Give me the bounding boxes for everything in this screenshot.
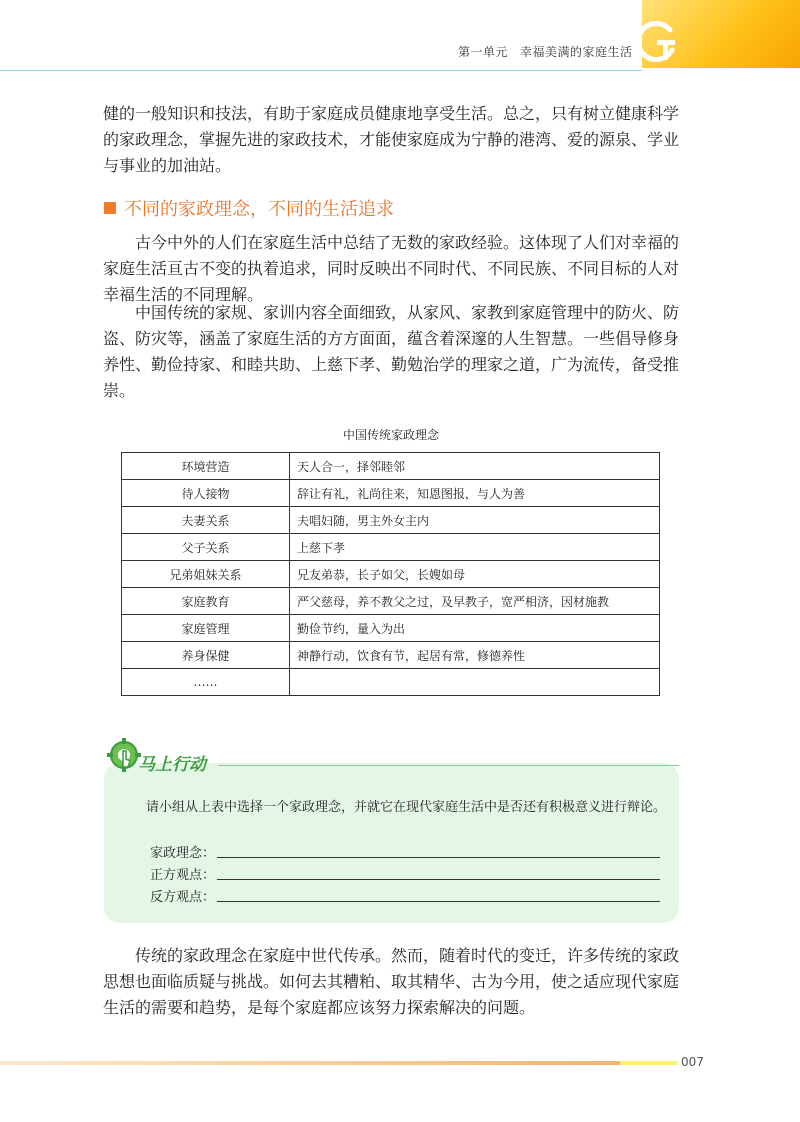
aspect-cell: 养身保健 <box>122 642 290 669</box>
fill-row-con <box>150 886 660 905</box>
section-title: 不同的家政理念，不同的生活追求 <box>124 199 394 220</box>
concept-cell: 夫唱妇随，男主外女主内 <box>290 507 660 534</box>
aspect-cell: 夫妻关系 <box>122 507 290 534</box>
running-header <box>458 43 638 60</box>
aspect-cell: 兄弟姐妹关系 <box>122 561 290 588</box>
concept-blank[interactable] <box>217 857 660 858</box>
footer-bar <box>0 1061 620 1065</box>
table-row <box>122 453 660 480</box>
concept-cell: 辞让有礼，礼尚往来，知恩图报，与人为善 <box>290 480 660 507</box>
footer-bar-accent <box>620 1061 678 1065</box>
tradition-table <box>121 452 660 696</box>
fill-label: 家政理念： <box>150 846 216 861</box>
header-unit: 第一单元 <box>458 45 509 59</box>
closing-paragraph: 传统的家政理念在家庭中世代传承。然而，随着时代的变迁，许多传统的家政思想也面临质疑与挑战。如何去其糟粕、取其精华、古为今用，使之适应现代家庭生活的需要和趋势，是每个家庭都应该努力探索解决的问题。 <box>103 946 680 1017</box>
concept-cell <box>290 669 660 696</box>
aspect-cell: 待人接物 <box>122 480 290 507</box>
action-prompt: 请小组从上表中选择一个家政理念，并就它在现代家庭生活中是否还有积极意义进行辩论。 <box>146 800 667 815</box>
concept-cell: 神静行动，饮食有节，起居有常，修德养性 <box>290 642 660 669</box>
concept-cell: 兄友弟恭，长子如父，长嫂如母 <box>290 561 660 588</box>
table-row <box>122 615 660 642</box>
fill-row-concept <box>150 842 660 861</box>
table-row <box>122 561 660 588</box>
aspect-cell: 家庭教育 <box>122 588 290 615</box>
intro-paragraph: 健的一般知识和技法，有助于家庭成员健康地享受生活。总之，只有树立健康科学的家政理念，掌握先进的家政技术，才能使家庭成为宁静的港湾、爱的源泉、学业与事业的加油站。 <box>103 104 680 175</box>
header-rule <box>0 70 642 71</box>
square-bullet-icon <box>104 202 116 214</box>
fill-row-pro <box>150 864 660 883</box>
table-row <box>122 480 660 507</box>
concept-cell: 严父慈母，养不教父之过，及早教子，宽严相济，因材施教 <box>290 588 660 615</box>
concept-cell: 天人合一，择邻睦邻 <box>290 453 660 480</box>
table-row <box>122 534 660 561</box>
action-title-line <box>218 765 679 766</box>
chapter-logo-icon <box>630 16 682 68</box>
fill-label: 正方观点： <box>150 868 216 883</box>
table-row <box>122 588 660 615</box>
aspect-cell: 父子关系 <box>122 534 290 561</box>
con-blank[interactable] <box>217 901 660 902</box>
section-heading <box>104 195 394 221</box>
table-row <box>122 642 660 669</box>
aspect-cell: 环境营造 <box>122 453 290 480</box>
aspect-cell: 家庭管理 <box>122 615 290 642</box>
gear-hand-icon <box>106 737 142 777</box>
header-title: 幸福美满的家庭生活 <box>520 45 633 59</box>
body-paragraph-2: 中国传统的家规、家训内容全面细致，从家风、家教到家庭管理中的防火、防盗、防灾等，涵盖了家庭生活的方方面面，蕴含着深邃的人生智慧。一些倡导修身养性、勤俭持家、和睦共助、上慈下孝、勤勉治学的理家之道，广为流传，备受推崇。 <box>103 303 680 400</box>
action-title: 马上行动 <box>138 755 206 775</box>
table-row <box>122 669 660 696</box>
pro-blank[interactable] <box>217 879 660 880</box>
aspect-cell: …… <box>122 669 290 696</box>
table-caption: 中国传统家政理念 <box>342 428 439 442</box>
page-number: 007 <box>681 1055 704 1069</box>
fill-label: 反方观点： <box>150 890 216 905</box>
concept-cell: 上慈下孝 <box>290 534 660 561</box>
table-row <box>122 507 660 534</box>
body-paragraph-1: 古今中外的人们在家庭生活中总结了无数的家政经验。这体现了人们对幸福的家庭生活亘古不变的执着追求，同时反映出不同时代、不同民族、不同目标的人对幸福生活的不同理解。 <box>103 233 680 304</box>
concept-cell: 勤俭节约，量入为出 <box>290 615 660 642</box>
